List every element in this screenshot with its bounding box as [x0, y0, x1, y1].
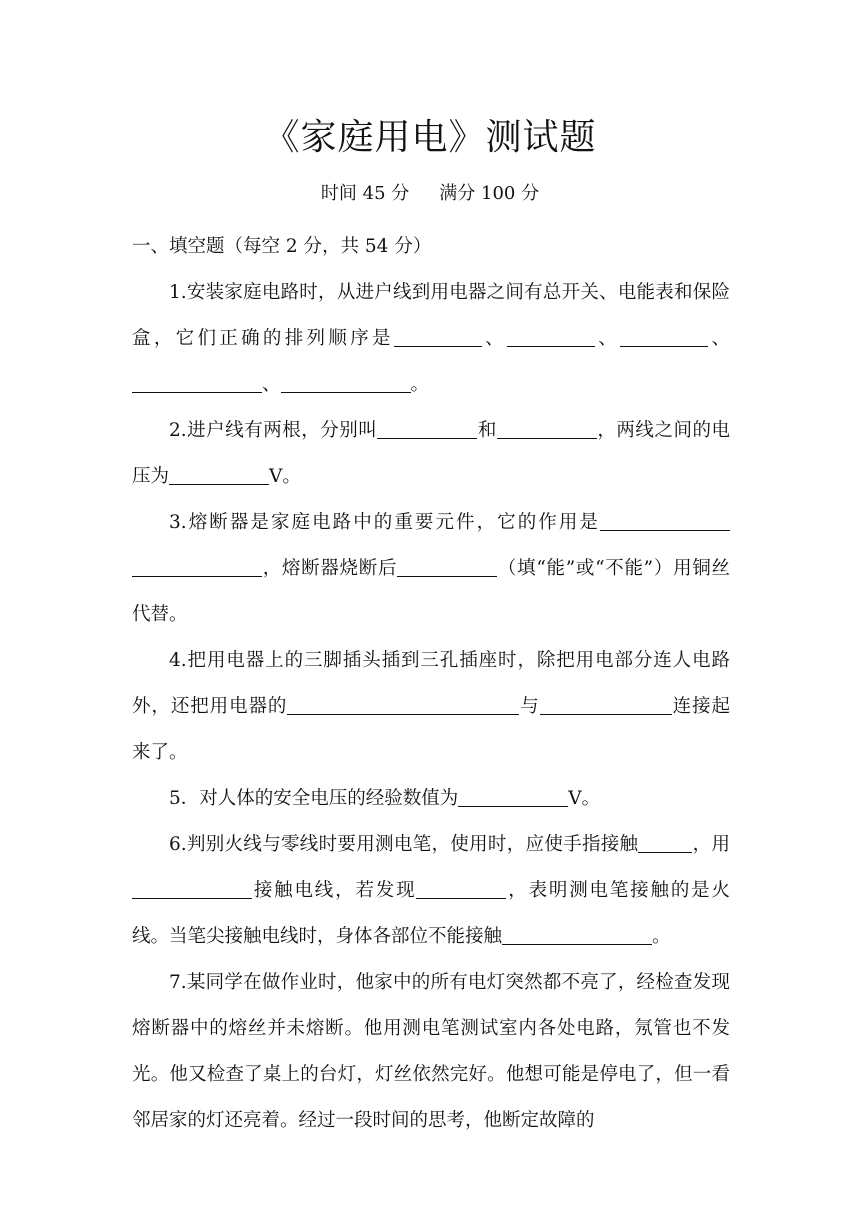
answer-blank — [620, 324, 708, 347]
answer-blank — [638, 830, 692, 853]
page-title: 《家庭用电》测试题 — [263, 117, 597, 158]
answer-blank — [540, 692, 672, 715]
question-6: 6.判别火线与零线时要用测电笔，使用时，应使手指接触 ，用接触电线，若发现 ，表明测电笔接触的是火线。当笔尖接触电线时，身体各部位不能接触 。 — [132, 822, 730, 960]
question-1: 1.安装家庭电路时，从进户线到用电器之间有总开关、电能表和保险盒，它们正确的排列顺序是 、 、 、、 。 — [132, 282, 730, 395]
answer-blank — [497, 416, 597, 439]
section-heading: 一、填空题（每空 2 分，共 54 分） — [132, 236, 432, 257]
question-3: 3.熔断器是家庭电路中的重要元件，它的作用是，熔断器烧断后 （填“能”或“不能”）用铜丝代替。 — [132, 500, 730, 638]
answer-blank — [287, 692, 519, 715]
answer-blank — [397, 554, 497, 577]
answer-blank — [169, 462, 269, 485]
answer-blank — [132, 370, 262, 393]
answer-blank — [416, 876, 506, 899]
time-limit: 时间 45 分 — [320, 183, 410, 204]
full-score: 满分 100 分 — [439, 183, 540, 204]
answer-blank — [132, 876, 252, 899]
question-2: 2.进户线有两根，分别叫 和 ，两线之间的电压为 V。 — [132, 408, 730, 500]
answer-blank — [600, 508, 730, 531]
answer-blank — [281, 370, 411, 393]
question-7: 7.某同学在做作业时，他家中的所有电灯突然都不亮了，经检查发现熔断器中的熔丝并未熔断。他用测电笔测试室内各处电路，氖管也不发光。他又检查了桌上的台灯，灯丝依然完好。他想可能是停电了，但一看邻居家的灯还亮着。经过一段时间的思考，他断定故障的 — [132, 972, 730, 1131]
exam-info — [0, 180, 860, 208]
answer-blank — [507, 324, 595, 347]
answer-blank — [377, 416, 477, 439]
answer-blank — [132, 554, 262, 577]
answer-blank — [502, 922, 652, 945]
answer-blank — [458, 784, 568, 807]
question-4: 4.把用电器上的三脚插头插到三孔插座时，除把用电部分连人电路外，还把用电器的 与 连接起来了。 — [132, 650, 730, 763]
question-5: 5．对人体的安全电压的经验数值为 V。 — [132, 776, 730, 822]
question-list — [132, 224, 730, 1144]
answer-blank — [394, 324, 482, 347]
